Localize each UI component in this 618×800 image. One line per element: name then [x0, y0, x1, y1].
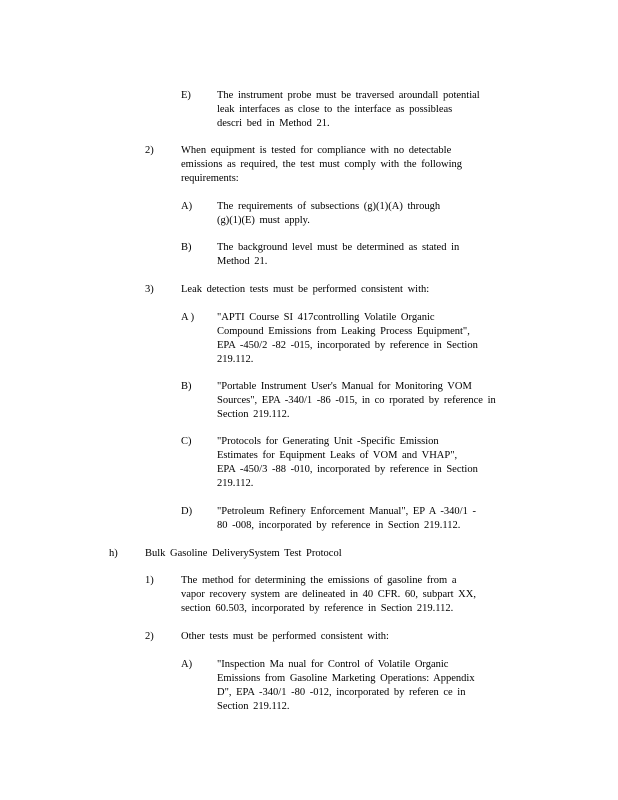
item-h1-label: 1)	[145, 575, 154, 586]
item-3c-label: C)	[181, 436, 192, 447]
item-2b-label: B)	[181, 242, 192, 253]
item-3-label: 3)	[145, 284, 154, 295]
item-h2a-label: A)	[181, 659, 193, 670]
item-h-label: h)	[109, 548, 118, 559]
item-3b-text: "Portable Instrument User's Manual for Monitoring VOM Sources", EPA -340/1 -86 -015, in co rporated by reference in Section 219.112.	[217, 381, 496, 420]
item-3a-label: A )	[181, 312, 195, 323]
item-2-text: When equipment is tested for compliance with no detectable emissions as required, the test must comply with the following requirements:	[181, 145, 463, 184]
item-e-label: E)	[181, 90, 191, 101]
item-3d-text: "Petroleum Refinery Enforcement Manual", EP A -340/1 - 80 -008, incorporated by reference in Section 219.112.	[217, 506, 476, 531]
item-3-text: Leak detection tests must be performed consistent with:	[181, 284, 430, 295]
item-2a-text: The requirements of subsections (g)(1)(A) through (g)(1)(E) must apply.	[217, 201, 441, 226]
item-2a-label: A)	[181, 201, 193, 212]
item-h-heading: Bulk Gasoline DeliverySystem Test Protocol	[145, 548, 342, 559]
item-h2a-text: "Inspection Ma nual for Control of Volatile Organic Emissions from Gasoline Marketing Operations: Appendix D", EPA -340/1 -80 -012, incorporated by referen ce in Section 219.112.	[217, 659, 475, 712]
item-h2-label: 2)	[145, 631, 154, 642]
item-3d-label: D)	[181, 506, 193, 517]
item-h1-text: The method for determining the emissions of gasoline from a vapor recovery system are delineated in 40 CFR. 60, subpart XX, section 60.503, incorporated by reference in Section 219.112.	[181, 575, 476, 614]
item-3c-text: "Protocols for Generating Unit -Specific Emission Estimates for Equipment Leaks of VOM and VHAP", EPA -450/3 -88 -010, incorporated by reference in Section 219.112.	[217, 436, 478, 489]
item-3a-text: "APTI Course SI 417controlling Volatile Organic Compound Emissions from Leaking Process Equipment", EPA -450/2 -82 -015, incorporated by reference in Section 219.112.	[217, 312, 478, 365]
item-h2-text: Other tests must be performed consistent with:	[181, 631, 389, 642]
item-e-text: The instrument probe must be traversed aroundall potential leak interfaces as close to the interface as possibleas descri bed in Method 21.	[217, 90, 480, 129]
item-2b-text: The background level must be determined as stated in Method 21.	[217, 242, 460, 267]
item-3b-label: B)	[181, 381, 192, 392]
item-2-label: 2)	[145, 145, 154, 156]
